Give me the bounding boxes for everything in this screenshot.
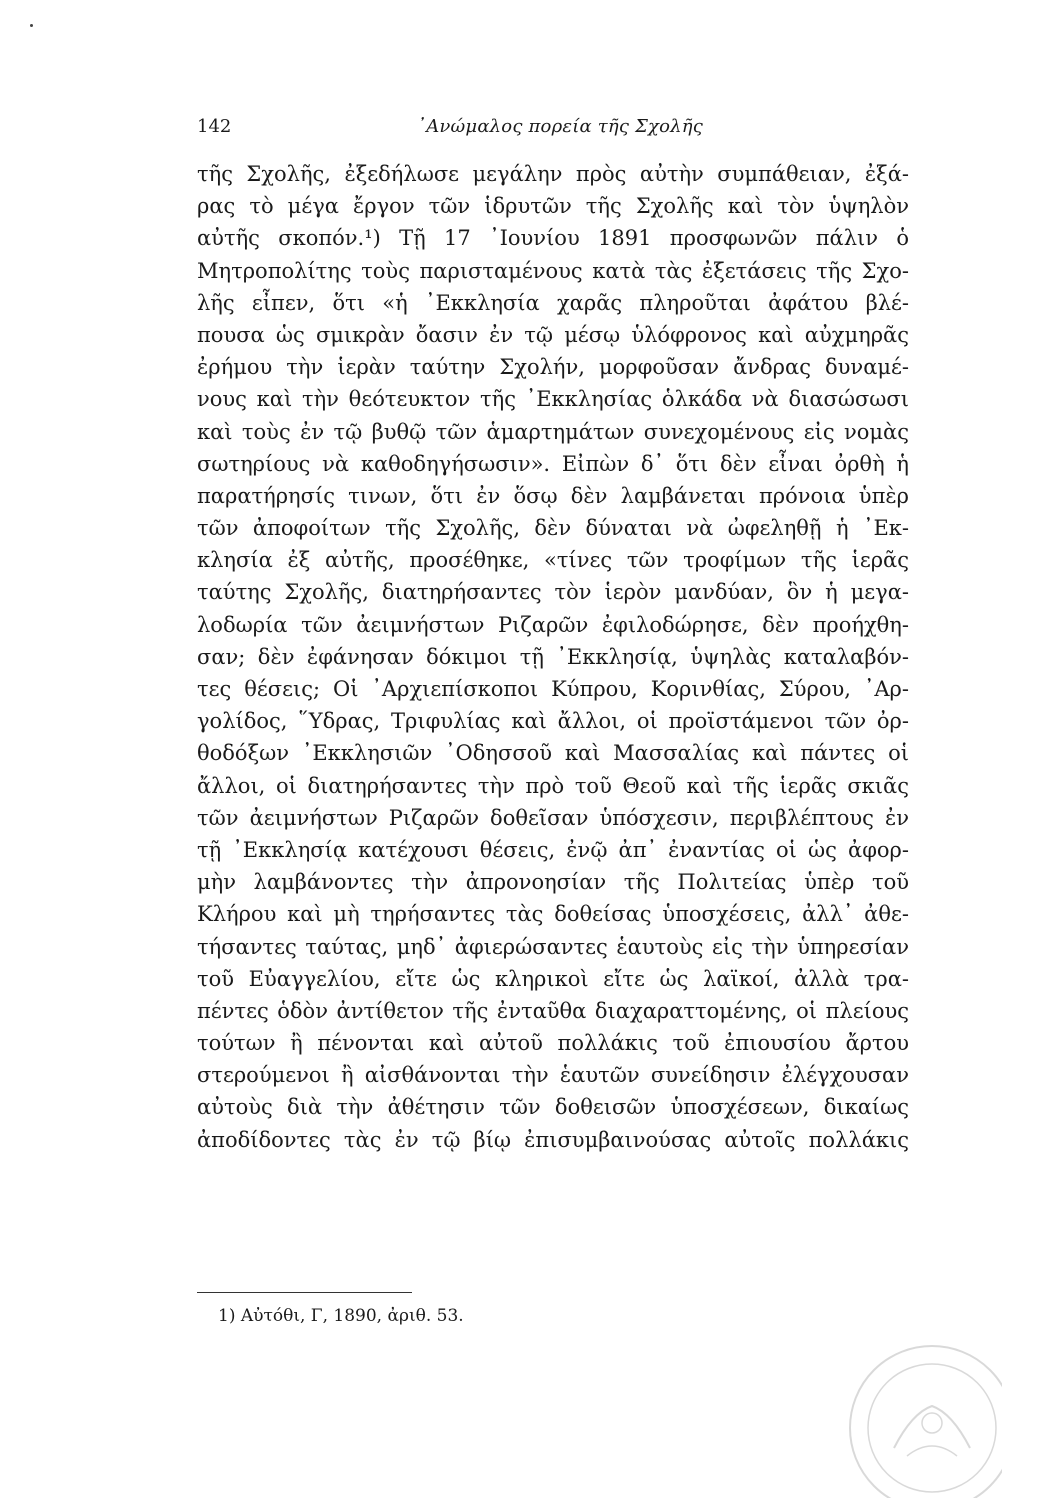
text-line: ρας τὸ μέγα ἔργον τῶν ἱδρυτῶν τῆς Σχολῆς καὶ τὸν ὑψηλὸν xyxy=(197,194,909,219)
text-line: μὴν λαμβάνοντες τὴν ἀπρονοησίαν τῆς Πολιτείας ὑπὲρ τοῦ xyxy=(197,870,909,895)
page-number: 142 xyxy=(197,116,232,137)
text-line: θοδόξων ᾿Εκκλησιῶν ᾿Οδησσοῦ καὶ Μασσαλίας καὶ πάντες οἱ xyxy=(197,741,909,766)
text-line: τούτων ἢ πένονται καὶ αὐτοῦ πολλάκις τοῦ ἐπιουσίου ἄρτου xyxy=(197,1031,909,1056)
text-line: ταύτης Σχολῆς, διατηρήσαντες τὸν ἱερὸν μανδύαν, ὃν ἡ μεγα- xyxy=(197,580,909,605)
page-header xyxy=(197,116,907,146)
text-line: σωτηρίους νὰ καθοδηγήσωσιν». Εἰπὼν δ᾿ ὅτι δὲν εἶναι ὀρθὴ ἡ xyxy=(197,451,909,476)
text-line: Κλήρου καὶ μὴ τηρήσαντες τὰς δοθείσας ὑποσχέσεις, ἀλλ᾿ ἀθε- xyxy=(197,902,909,927)
text-line: αὐτοὺς διὰ τὴν ἀθέτησιν τῶν δοθεισῶν ὑποσχέσεων, δικαίως xyxy=(197,1095,909,1120)
text-line: γολίδος, ῞Υδρας, Τριφυλίας καὶ ἄλλοι, οἱ προϊστάμενοι τῶν ὀρ- xyxy=(197,709,909,734)
paper-speck xyxy=(30,24,33,27)
text-line: ἐρήμου τὴν ἱερὰν ταύτην Σχολήν, μορφοῦσαν ἄνδρας δυναμέ- xyxy=(197,355,909,380)
text-line: τήσαντες ταύτας, μηδ᾿ ἀφιερώσαντες ἑαυτοὺς εἰς τὴν ὑπηρεσίαν xyxy=(197,934,909,959)
text-line: ἄλλοι, οἱ διατηρήσαντες τὴν πρὸ τοῦ Θεοῦ καὶ τῆς ἱερᾶς σκιᾶς xyxy=(197,773,909,798)
body-text xyxy=(197,158,909,1156)
footnote-rule xyxy=(197,1292,412,1293)
text-line: στερούμενοι ἢ αἰσθάνονται τὴν ἑαυτῶν συνείδησιν ἐλέγχουσαν xyxy=(197,1063,909,1088)
text-line: Μητροπολίτης τοὺς παρισταμένους κατὰ τὰς ἐξετάσεις τῆς Σχο- xyxy=(197,258,909,283)
text-line: ἀποδίδοντες τὰς ἐν τῷ βίῳ ἐπισυμβαινούσας αὐτοῖς πολλάκις xyxy=(197,1127,909,1152)
text-line: καὶ τοὺς ἐν τῷ βυθῷ τῶν ἁμαρτημάτων συνεχομένους εἰς νομὰς xyxy=(197,419,909,444)
text-line: λοδωρία τῶν ἀειμνήστων Ριζαρῶν ἐφιλοδώρησε, δὲν προήχθη- xyxy=(197,612,909,637)
text-line: σαν; δὲν ἐφάνησαν δόκιμοι τῇ ᾿Εκκλησίᾳ, ὑψηλὰς καταλαβόν- xyxy=(197,644,909,669)
text-line: πέντες ὁδὸν ἀντίθετον τῆς ἐνταῦθα διαχαραττομένης, οἱ πλείους xyxy=(197,998,909,1023)
footnote: 1) Αὐτόθι, Γ, 1890, ἀριθ. 53. xyxy=(218,1306,464,1326)
text-line: τοῦ Εὐαγγελίου, εἴτε ὡς κληρικοὶ εἴτε ὡς λαϊκοί, ἀλλὰ τρα- xyxy=(197,966,909,991)
running-title: ᾿Ανώμαλος πορεία τῆς Σχολῆς xyxy=(417,116,704,137)
text-line: τῆς Σχολῆς, ἐξεδήλωσε μεγάλην πρὸς αὐτὴν συμπάθειαν, ἐξά- xyxy=(197,162,909,186)
text-line: τῶν ἀποφοίτων τῆς Σχολῆς, δὲν δύναται νὰ ὠφεληθῇ ἡ ᾿Εκ- xyxy=(197,516,909,541)
text-line: κλησία ἐξ αὐτῆς, προσέθηκε, «τίνες τῶν τροφίμων τῆς ἱερᾶς xyxy=(197,548,909,573)
text-line: παρατήρησίς τινων, ὅτι ἐν ὅσῳ δὲν λαμβάνεται πρόνοια ὑπὲρ xyxy=(197,483,909,508)
library-seal-watermark xyxy=(822,1318,1002,1498)
text-line: λῆς εἶπεν, ὅτι «ἡ ᾿Εκκλησία χαρᾶς πληροῦται ἀφάτου βλέ- xyxy=(197,290,909,315)
text-line: νους καὶ τὴν θεότευκτον τῆς ᾿Εκκλησίας ὁλκάδα νὰ διασώσωσι xyxy=(197,387,909,412)
text-line: τῇ ᾿Εκκλησίᾳ κατέχουσι θέσεις, ἐνῷ ἀπ᾿ ἐναντίας οἱ ὡς ἀφορ- xyxy=(197,837,909,862)
text-line: πουσα ὡς σμικρὰν ὄασιν ἐν τῷ μέσῳ ὑλόφρονος καὶ αὐχμηρᾶς xyxy=(197,322,909,347)
text-line: τῶν ἀειμνήστων Ριζαρῶν δοθεῖσαν ὑπόσχεσιν, περιβλέπτους ἐν xyxy=(197,805,909,830)
text-line: αὐτῆς σκοπόν.¹) Τῇ 17 ᾿Ιουνίου 1891 προσφωνῶν πάλιν ὁ xyxy=(197,226,909,251)
text-line: τες θέσεις; Οἱ ᾿Αρχιεπίσκοποι Κύπρου, Κορινθίας, Σύρου, ᾿Αρ- xyxy=(197,677,909,701)
